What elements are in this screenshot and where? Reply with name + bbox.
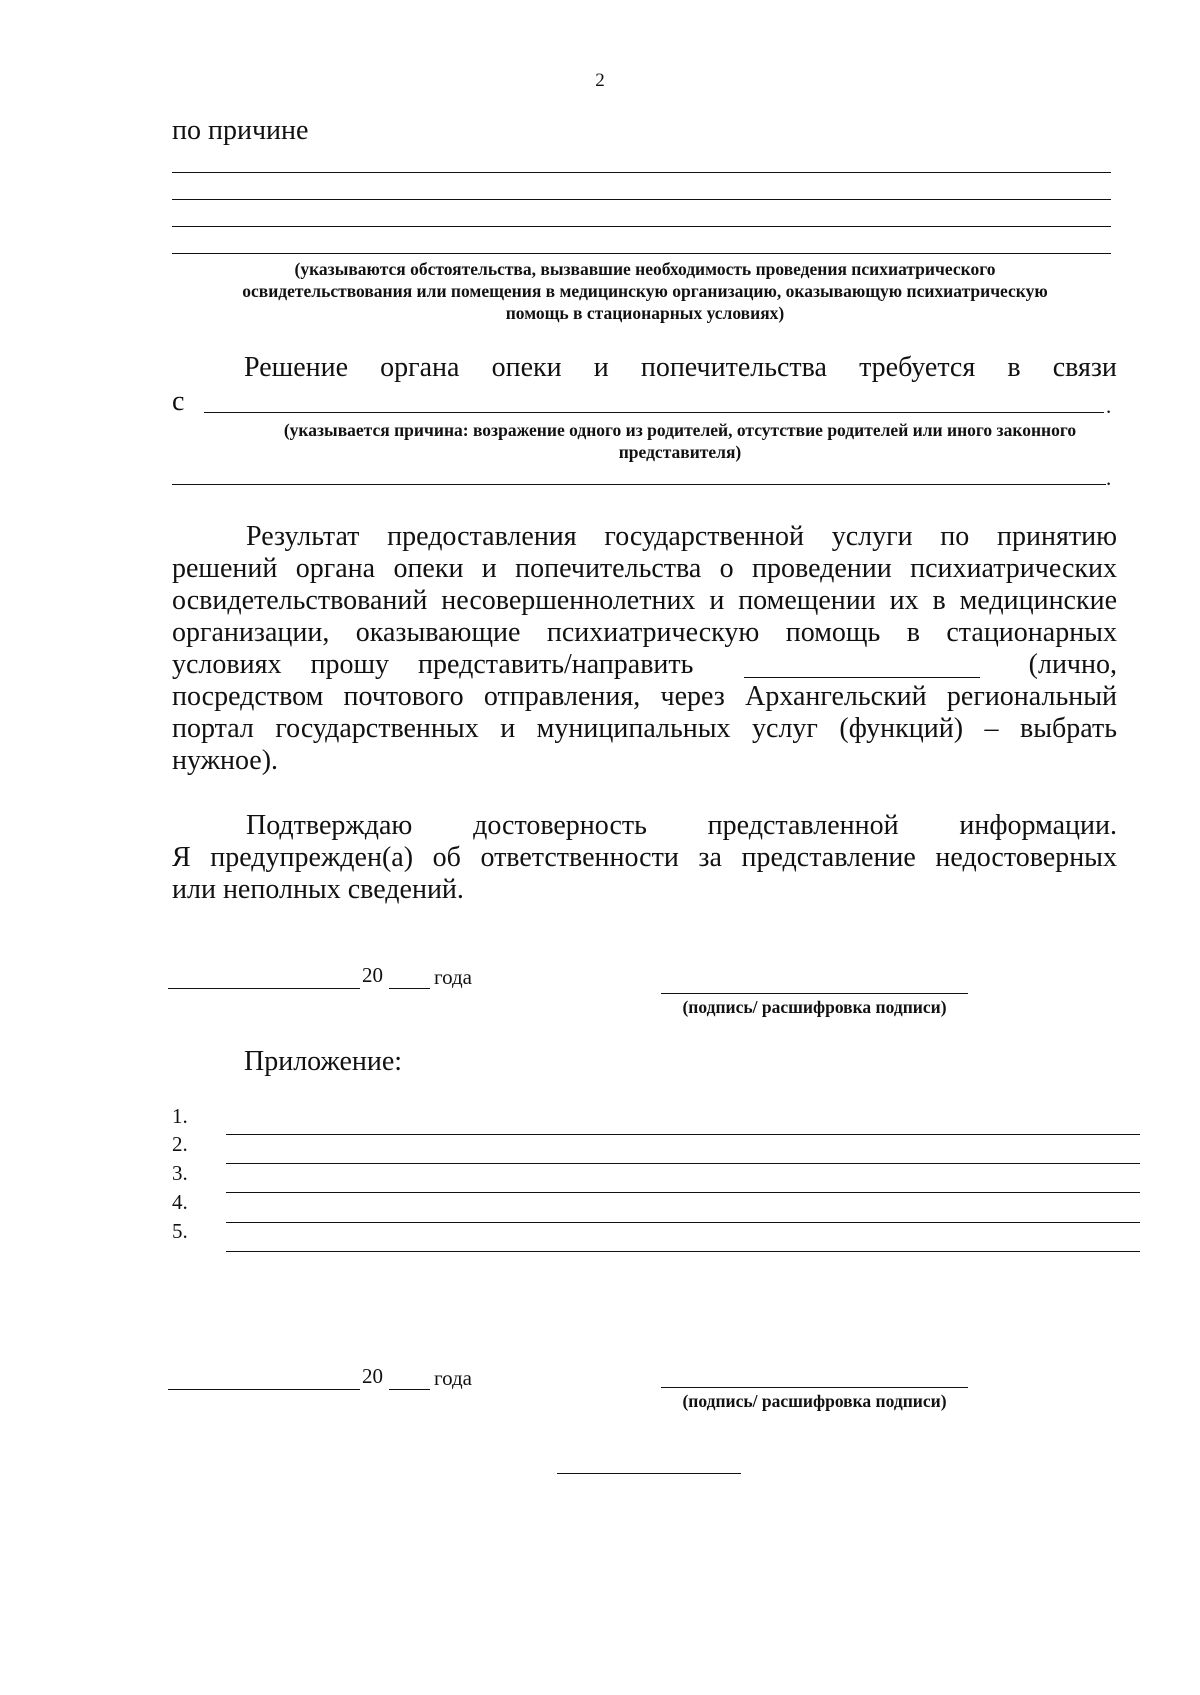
attachment-number: 2. bbox=[172, 1132, 188, 1156]
reason-input-line-1[interactable] bbox=[172, 172, 1111, 173]
decision-period: . bbox=[1106, 394, 1112, 418]
signature-input-2[interactable] bbox=[661, 1387, 968, 1388]
confirm-word: достоверность bbox=[473, 810, 647, 841]
attachment-number: 1. bbox=[172, 1104, 188, 1128]
result-line: Результат предоставления государственной услуги по принятию bbox=[246, 521, 1117, 552]
reason-label: по причине bbox=[172, 115, 309, 146]
year-suffix-2: года bbox=[434, 1366, 472, 1390]
decision-reason-input[interactable] bbox=[204, 412, 1104, 413]
reason-input-line-3[interactable] bbox=[172, 226, 1111, 227]
attachment-input-5[interactable] bbox=[226, 1251, 1140, 1252]
decision-word: связи bbox=[1052, 352, 1117, 383]
decision-statement bbox=[244, 352, 1117, 384]
decision-note bbox=[230, 419, 1130, 463]
signature-input-1[interactable] bbox=[661, 993, 968, 994]
date-input-2[interactable] bbox=[168, 1389, 360, 1390]
decision-word: попечительства bbox=[640, 352, 827, 383]
result-line-delivery bbox=[172, 649, 1117, 681]
attachment-input-1[interactable] bbox=[226, 1134, 1140, 1135]
decision-note-line: (указывается причина: возражение одного из родителей, отсутствие родителей или иного законного bbox=[283, 420, 1077, 440]
delivery-options-start: (лично, bbox=[1028, 649, 1117, 680]
result-line: посредством почтового отправления, через Архангельский региональный bbox=[172, 681, 1117, 712]
confirm-paragraph bbox=[172, 810, 1117, 906]
attachment-number: 3. bbox=[172, 1161, 188, 1185]
result-line: портал государственных и муниципальных услуг (функций) – выбрать bbox=[172, 713, 1117, 744]
decision-note-line: представителя) bbox=[618, 442, 742, 462]
reason-note-line: освидетельствования или помещения в медицинскую организацию, оказывающую психиатрическую bbox=[242, 281, 1048, 301]
result-line: организации, оказывающие психиатрическую помощь в стационарных bbox=[172, 617, 1117, 648]
year-prefix-2: 20 bbox=[362, 1364, 383, 1388]
decision-word: Решение bbox=[244, 352, 349, 383]
reason-note bbox=[150, 258, 1140, 324]
decision-period-2: . bbox=[1106, 466, 1112, 490]
confirm-word: Подтверждаю bbox=[246, 810, 413, 841]
delivery-method-input[interactable] bbox=[744, 677, 980, 678]
year-input-2[interactable] bbox=[389, 1389, 430, 1390]
reason-input-line-4[interactable] bbox=[172, 253, 1111, 254]
date-input-1[interactable] bbox=[168, 988, 360, 989]
result-line-delivery-text bbox=[172, 649, 732, 681]
year-prefix-1: 20 bbox=[362, 963, 383, 987]
signature-caption-1: (подпись/ расшифровка подписи) bbox=[682, 997, 947, 1017]
result-line: освидетельствований несовершеннолетних и помещении их в медицинские bbox=[172, 585, 1117, 616]
attachment-input-3[interactable] bbox=[226, 1192, 1140, 1193]
page-number: 2 bbox=[595, 70, 605, 91]
attachment-number: 5. bbox=[172, 1219, 188, 1243]
confirm-word: информации. bbox=[959, 810, 1117, 841]
decision-word: в bbox=[1007, 352, 1021, 383]
signature-caption-2: (подпись/ расшифровка подписи) bbox=[682, 1391, 947, 1411]
attachment-input-2[interactable] bbox=[226, 1163, 1140, 1164]
decision-word: органа bbox=[380, 352, 460, 383]
year-suffix-1: года bbox=[434, 965, 472, 989]
attachment-number: 4. bbox=[172, 1190, 188, 1214]
reason-note-line: (указываются обстоятельства, вызвавшие необходимость проведения психиатрического bbox=[294, 259, 996, 279]
closing-separator bbox=[557, 1473, 741, 1474]
result-line-last: нужное). bbox=[172, 745, 279, 776]
confirm-line-2: Я предупрежден(а) об ответственности за представление недостоверных bbox=[172, 842, 1117, 873]
attachments-title: Приложение: bbox=[244, 1046, 403, 1077]
year-input-1[interactable] bbox=[389, 988, 430, 989]
decision-reason-input-2[interactable] bbox=[172, 484, 1106, 485]
confirm-line-3: или неполных сведений. bbox=[172, 874, 464, 905]
decision-prefix: с bbox=[172, 386, 185, 417]
delivery-text: условиях прошу представить/направить bbox=[172, 649, 694, 680]
reason-input-line-2[interactable] bbox=[172, 199, 1111, 200]
result-paragraph bbox=[172, 521, 1117, 777]
reason-note-line: помощь в стационарных условиях) bbox=[505, 303, 785, 323]
attachment-input-4[interactable] bbox=[226, 1222, 1140, 1223]
decision-word: и bbox=[593, 352, 609, 383]
result-line: решений органа опеки и попечительства о проведении психиатрических bbox=[172, 553, 1117, 584]
confirm-word: представленной bbox=[707, 810, 899, 841]
decision-word: требуется bbox=[859, 352, 976, 383]
decision-word: опеки bbox=[491, 352, 562, 383]
confirm-line-1 bbox=[172, 810, 1117, 842]
